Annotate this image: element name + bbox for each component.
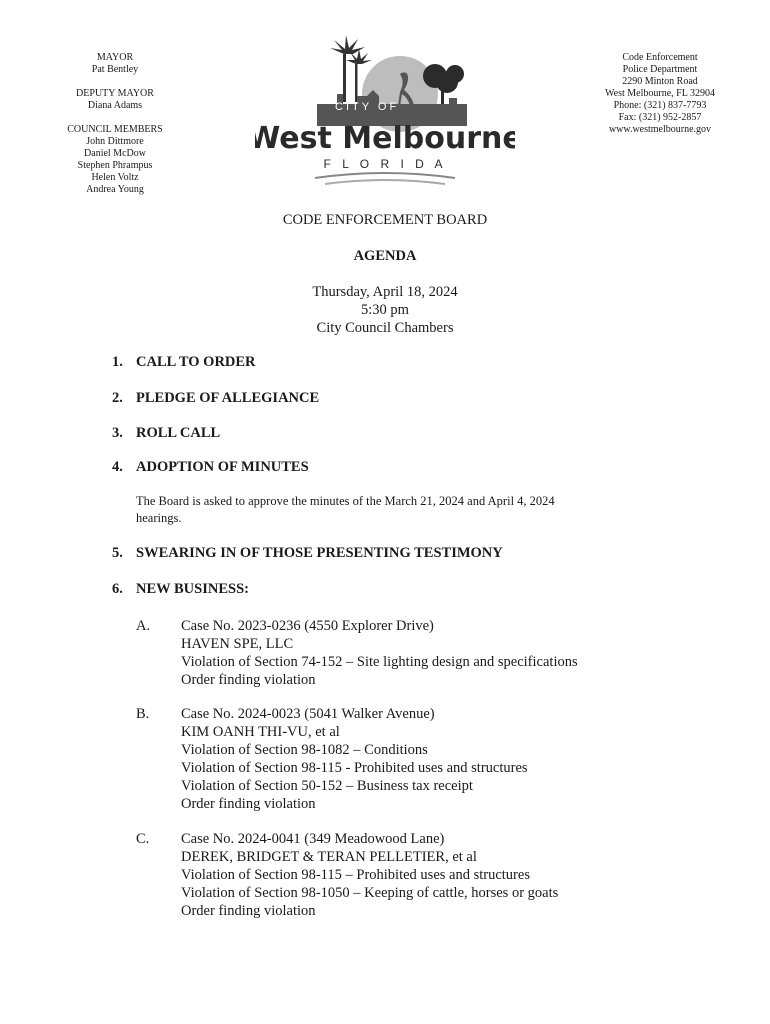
contact-website[interactable]: www.westmelbourne.gov xyxy=(608,124,712,135)
agenda-item-minutes xyxy=(112,459,309,476)
case-letter: C. xyxy=(136,831,150,847)
department-contact xyxy=(590,52,730,136)
meeting-location: City Council Chambers xyxy=(316,320,454,336)
item-number: 1. xyxy=(112,354,123,370)
item-number: 2. xyxy=(112,390,123,406)
item-title: SWEARING IN OF THOSE PRESENTING TESTIMONY xyxy=(136,545,503,561)
contact-line: 2290 Minton Road xyxy=(622,76,698,87)
contact-line: Code Enforcement xyxy=(622,52,698,63)
council-member: Helen Voltz xyxy=(91,172,139,183)
case-order: Order finding violation xyxy=(181,796,316,812)
item-title: PLEDGE OF ALLEGIANCE xyxy=(136,390,320,406)
agenda-item-swearing-in xyxy=(112,545,503,562)
item-title: ADOPTION OF MINUTES xyxy=(136,459,309,475)
contact-line: Police Department xyxy=(622,64,698,75)
city-of-label: CITY OF xyxy=(335,101,400,113)
city-logo-graphic xyxy=(255,32,515,190)
contact-fax: Fax: (321) 952-2857 xyxy=(618,112,702,123)
city-name: West Melbourne xyxy=(255,121,515,156)
case-violation: Violation of Section 98-1082 – Conditions xyxy=(181,742,428,758)
item-title: ROLL CALL xyxy=(136,425,221,441)
case-number: Case No. 2023-0236 (4550 Explorer Drive) xyxy=(181,618,434,634)
agenda-item-roll-call xyxy=(112,425,220,442)
case-violation: Violation of Section 50-152 – Business tax receipt xyxy=(181,778,473,794)
agenda-title: AGENDA xyxy=(353,248,417,264)
case-order: Order finding violation xyxy=(181,672,316,688)
case-respondent: HAVEN SPE, LLC xyxy=(181,636,294,652)
council-members-title: COUNCIL MEMBERS xyxy=(67,124,163,135)
contact-phone: Phone: (321) 837-7793 xyxy=(613,100,707,111)
item-title: CALL TO ORDER xyxy=(136,354,256,370)
case-respondent: DEREK, BRIDGET & TERAN PELLETIER, et al xyxy=(181,849,477,865)
item-number: 6. xyxy=(112,581,123,597)
case-violation: Violation of Section 98-115 - Prohibited uses and structures xyxy=(181,760,528,776)
state-name: F L O R I D A xyxy=(323,157,447,171)
case-number: Case No. 2024-0041 (349 Meadowood Lane) xyxy=(181,831,445,847)
meeting-date: Thursday, April 18, 2024 xyxy=(312,284,458,300)
council-member: Daniel McDow xyxy=(84,148,146,159)
case-violation: Violation of Section 74-152 – Site lighting design and specifications xyxy=(181,654,578,670)
city-logo xyxy=(255,32,515,190)
council-member: John Dittmore xyxy=(86,136,144,147)
item-number: 5. xyxy=(112,545,123,561)
agenda-item-pledge xyxy=(112,390,319,407)
case-violation: Violation of Section 98-115 – Prohibited uses and structures xyxy=(181,867,530,883)
council-member: Stephen Phrampus xyxy=(77,160,153,171)
officials-list xyxy=(50,52,180,208)
case-letter: B. xyxy=(136,706,150,722)
minutes-description: The Board is asked to approve the minutes of the March 21, 2024 and April 4, 2024 hearings. xyxy=(136,494,555,525)
agenda-item-call-to-order xyxy=(112,354,256,371)
council-member: Andrea Young xyxy=(86,184,144,195)
contact-line: West Melbourne, FL 32904 xyxy=(605,88,715,99)
board-title: CODE ENFORCEMENT BOARD xyxy=(282,212,488,228)
case-order: Order finding violation xyxy=(181,903,316,919)
case-letter: A. xyxy=(136,618,151,634)
agenda-item-new-business xyxy=(112,581,249,598)
mayor-name: Pat Bentley xyxy=(91,64,139,75)
meeting-time: 5:30 pm xyxy=(361,302,409,318)
case-respondent: KIM OANH THI-VU, et al xyxy=(181,724,340,740)
item-number: 3. xyxy=(112,425,123,441)
item-title: NEW BUSINESS: xyxy=(136,581,249,597)
mayor-title: MAYOR xyxy=(96,52,134,63)
item-number: 4. xyxy=(112,459,123,475)
deputy-mayor-title: DEPUTY MAYOR xyxy=(76,88,154,99)
deputy-mayor-name: Diana Adams xyxy=(87,100,143,111)
case-violation: Violation of Section 98-1050 – Keeping of cattle, horses or goats xyxy=(181,885,559,901)
case-number: Case No. 2024-0023 (5041 Walker Avenue) xyxy=(181,706,435,722)
